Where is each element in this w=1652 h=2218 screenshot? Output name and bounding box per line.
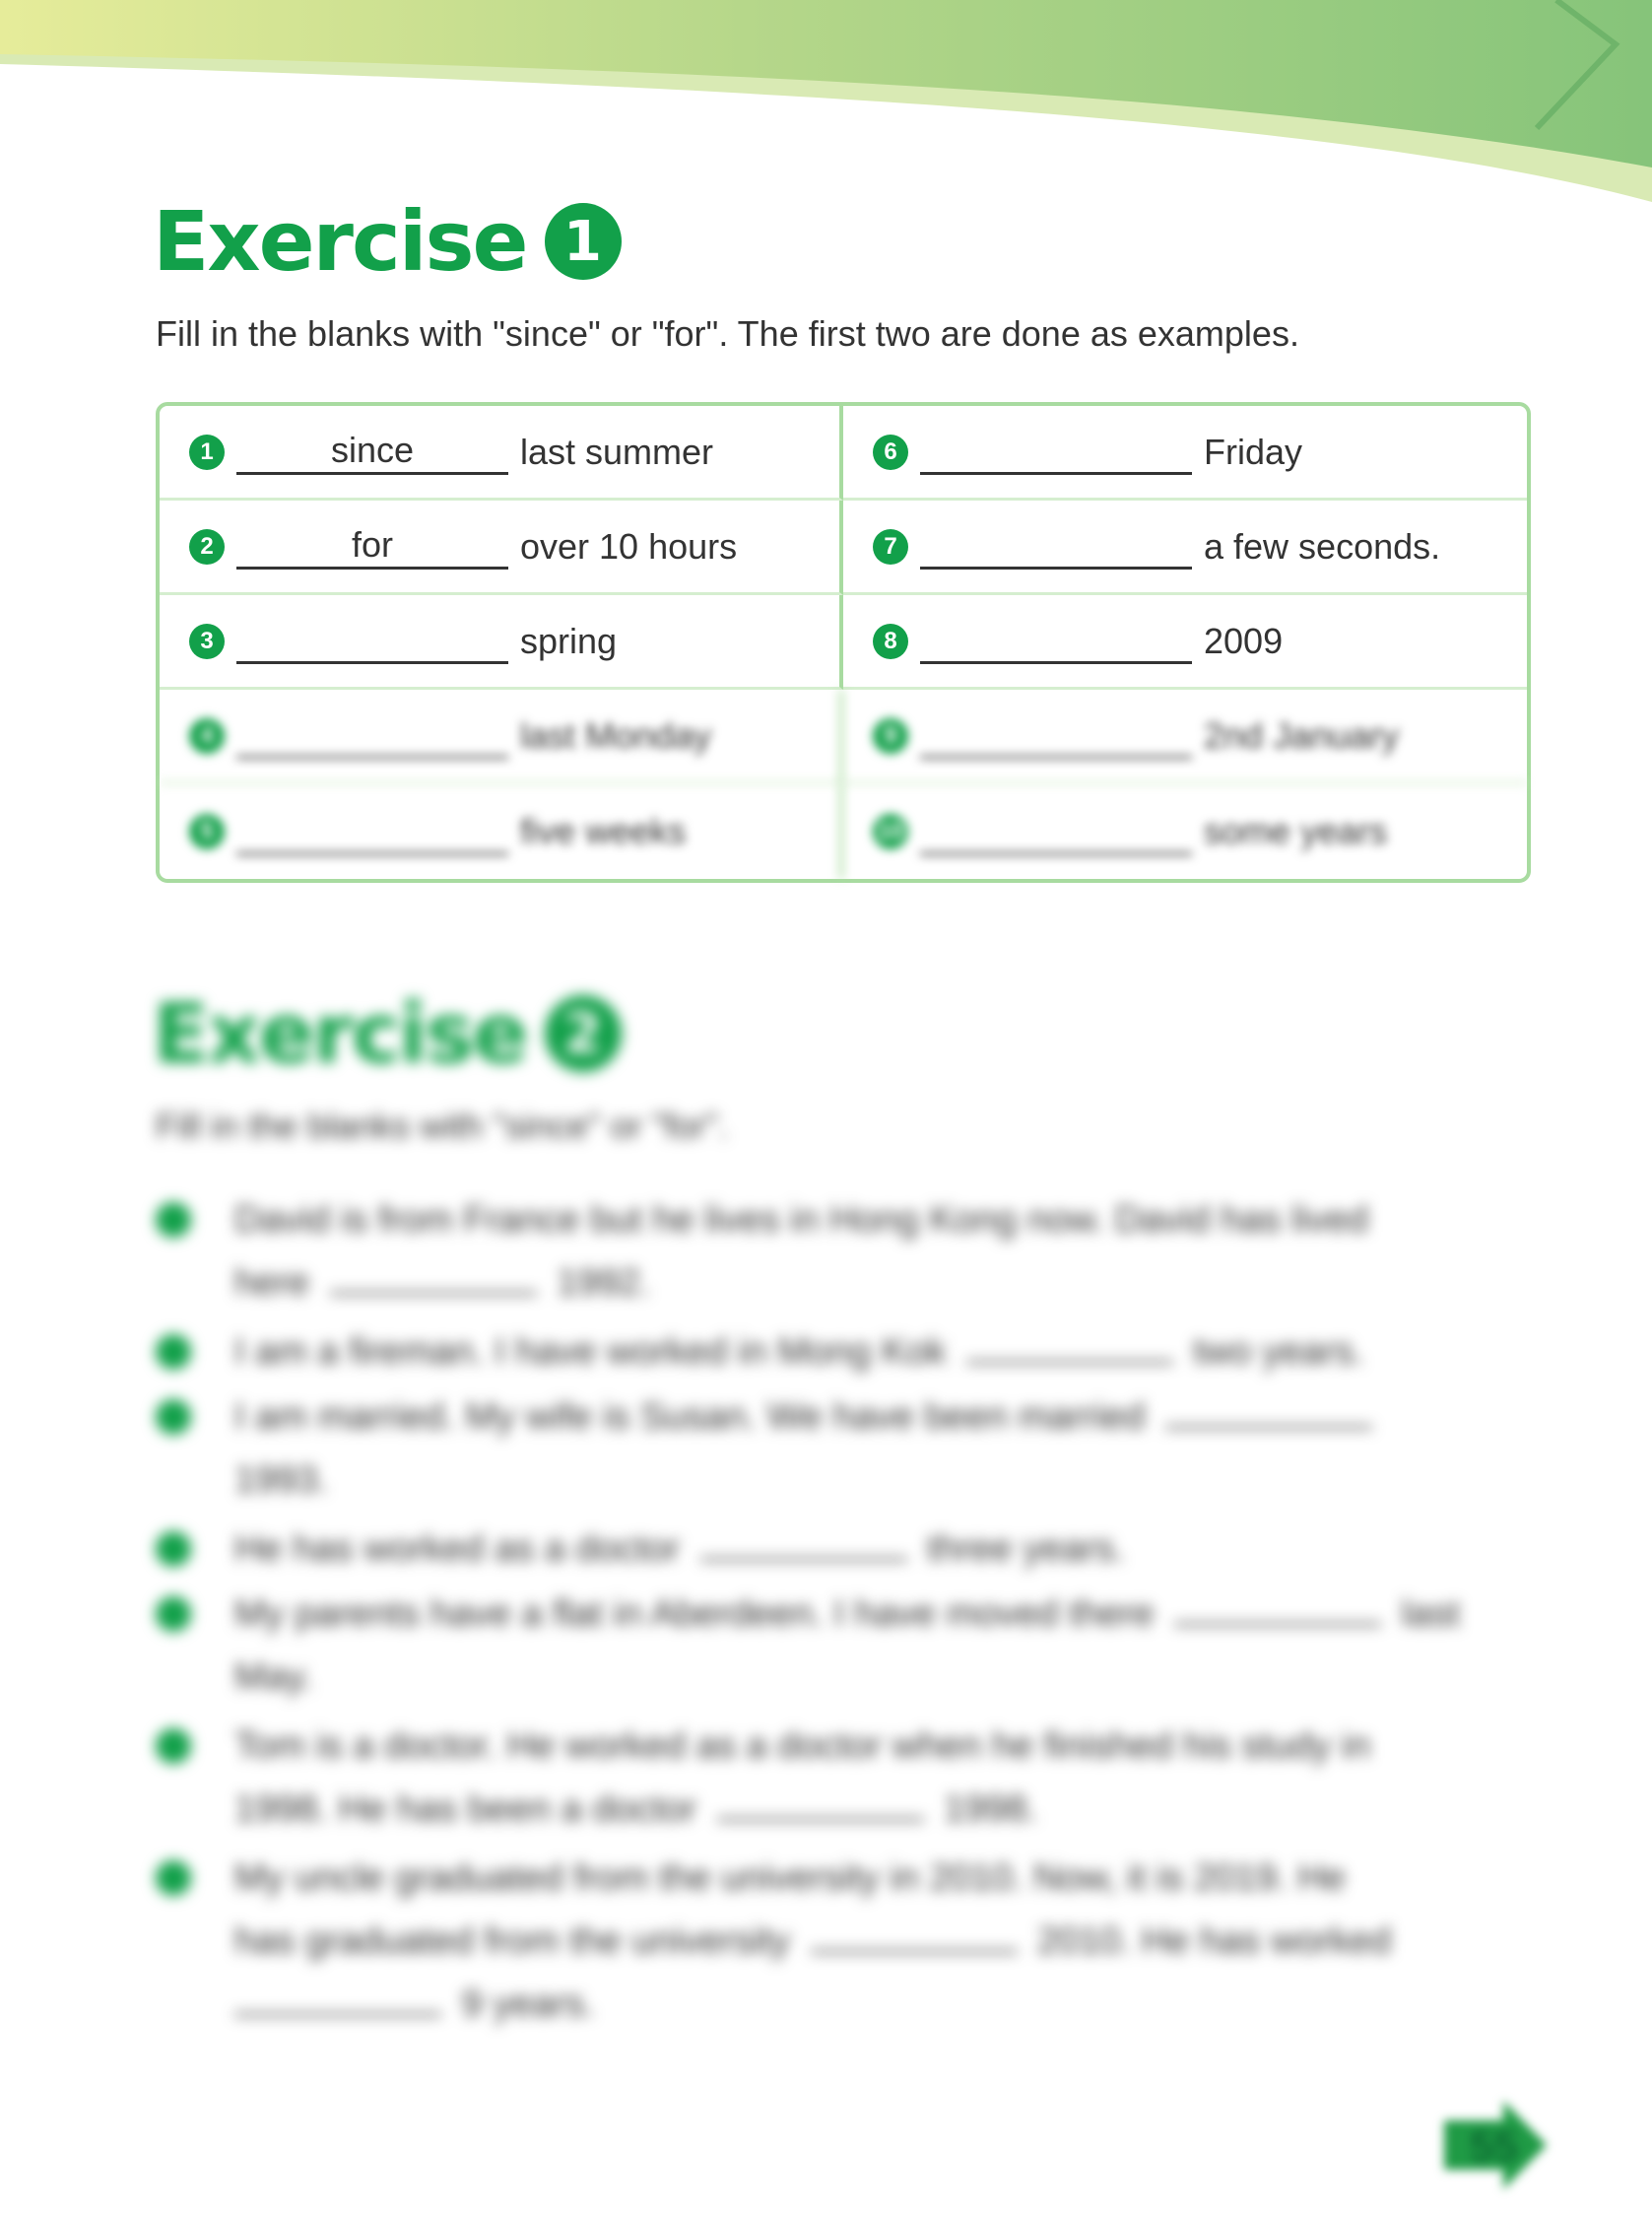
question-text: 1993. — [234, 1459, 329, 1501]
answer-blank[interactable] — [1174, 1583, 1381, 1626]
answer-blank[interactable]: since — [236, 429, 508, 475]
question-item — [156, 1847, 1535, 2036]
question-text: last — [1401, 1593, 1460, 1635]
item-phrase: last summer — [520, 431, 714, 472]
answer-blank[interactable] — [236, 809, 508, 855]
table-cell — [843, 406, 1527, 501]
answer-blank[interactable] — [920, 809, 1192, 855]
question-text: He has worked as a doctor — [234, 1528, 681, 1570]
answer-blank[interactable] — [966, 1321, 1173, 1364]
exercise-1-table — [156, 402, 1531, 883]
question-item — [156, 1582, 1535, 1709]
page-number: 55 — [1470, 2122, 1518, 2171]
question-text: two years. — [1193, 1331, 1364, 1373]
answer-blank[interactable]: for — [236, 523, 508, 570]
question-item — [156, 1385, 1535, 1512]
item-phrase: some years — [1204, 811, 1388, 851]
question-bullet — [156, 1728, 191, 1764]
question-bullet — [156, 1596, 191, 1632]
item-number: 7 — [873, 529, 908, 565]
item-phrase: 2009 — [1204, 620, 1284, 661]
question-bullet — [156, 1202, 191, 1238]
item-phrase: last Monday — [520, 714, 712, 756]
item-phrase: 2nd January — [1204, 714, 1400, 756]
exercise-2-title: Exercise — [153, 985, 527, 1082]
question-text: has graduated from the university — [234, 1920, 790, 1962]
answer-blank[interactable] — [330, 1252, 537, 1295]
question-text: 1998. He has been a doctor — [234, 1788, 697, 1830]
item-phrase: five weeks — [520, 811, 687, 851]
question-text: My parents have a flat in Aberdeen. I have moved there — [234, 1593, 1155, 1635]
question-text: Tom is a doctor. He worked as a doctor when he finished his study in — [234, 1725, 1371, 1767]
item-number: 6 — [873, 435, 908, 470]
question-text: David is from France but he lives in Hong Kong now. David has lived — [234, 1199, 1369, 1241]
question-text: May. — [234, 1656, 313, 1698]
item-number: 5 — [189, 814, 225, 849]
item-number: 2 — [189, 529, 225, 565]
question-item — [156, 1320, 1535, 1383]
question-item — [156, 1517, 1535, 1580]
question-text: I am married. My wife is Susan. We have been married — [234, 1396, 1146, 1438]
table-cell — [843, 784, 1527, 879]
answer-blank[interactable] — [700, 1518, 907, 1561]
item-number: 4 — [189, 718, 225, 754]
question-bullet — [156, 1334, 191, 1370]
item-phrase: a few seconds. — [1204, 525, 1441, 567]
answer-blank[interactable] — [920, 712, 1192, 759]
answer-blank[interactable] — [920, 618, 1192, 664]
exercise-2-number: 2 — [545, 995, 622, 1072]
answer-blank[interactable] — [236, 712, 508, 759]
exercise-1-number: 1 — [545, 203, 622, 280]
table-cell — [160, 690, 843, 784]
answer-blank[interactable] — [920, 523, 1192, 570]
table-cell — [160, 784, 843, 879]
answer-blank[interactable] — [811, 1911, 1018, 1953]
exercise-2-instruction: Fill in the blanks with "since" or "for". — [156, 1106, 729, 1146]
exercise-1-heading — [153, 193, 622, 290]
question-bullet — [156, 1531, 191, 1567]
question-text: here — [234, 1262, 310, 1304]
answer-blank[interactable] — [234, 1974, 441, 2016]
answer-blank[interactable] — [920, 429, 1192, 475]
answer-blank[interactable] — [717, 1779, 924, 1821]
item-number: 9 — [873, 718, 908, 754]
exercise-2-heading — [153, 985, 622, 1082]
question-text: I am a fireman. I have worked in Mong Kok — [234, 1331, 947, 1373]
question-bullet — [156, 1860, 191, 1896]
item-phrase: spring — [520, 620, 618, 661]
question-text: 2010. He has worked — [1037, 1920, 1392, 1962]
question-text: three years. — [927, 1528, 1125, 1570]
item-number: 8 — [873, 624, 908, 659]
question-item — [156, 1714, 1535, 1841]
item-phrase: over 10 hours — [520, 525, 738, 567]
table-cell — [843, 595, 1527, 690]
table-cell — [160, 595, 843, 690]
item-number: 3 — [189, 624, 225, 659]
table-cell — [843, 690, 1527, 784]
question-item — [156, 1188, 1535, 1314]
next-page-arrow[interactable] — [1440, 2101, 1549, 2189]
question-bullet — [156, 1399, 191, 1435]
item-phrase: Friday — [1204, 431, 1303, 472]
item-number: 10 — [873, 814, 908, 849]
exercise-1-instruction: Fill in the blanks with "since" or "for". The first two are done as examples. — [156, 313, 1299, 354]
table-cell — [843, 501, 1527, 595]
question-text: 1998. — [944, 1788, 1038, 1830]
question-text: My uncle graduated from the university in 2010. Now, it is 2019. He — [234, 1857, 1346, 1899]
table-cell — [160, 406, 843, 501]
question-text: 9 years. — [461, 1983, 595, 2025]
item-number: 1 — [189, 435, 225, 470]
table-cell — [160, 501, 843, 595]
question-text: 1992. — [557, 1262, 651, 1304]
exercise-1-title: Exercise — [153, 193, 527, 290]
answer-blank[interactable] — [236, 618, 508, 664]
answer-blank[interactable] — [1165, 1386, 1372, 1429]
